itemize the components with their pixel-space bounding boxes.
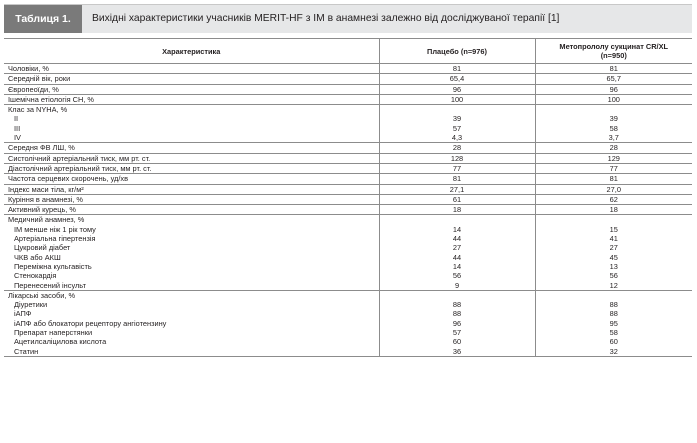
placebo-value: 57 (452, 123, 462, 133)
row-value-metoprolol (535, 84, 692, 94)
metoprolol-value (540, 291, 689, 300)
row-value-metoprolol (535, 205, 692, 215)
row-label: Чоловіки, % (8, 64, 49, 73)
table-row (4, 163, 692, 173)
row-value-placebo (379, 163, 535, 173)
row-characteristic (4, 84, 379, 94)
placebo-value: 44 (452, 234, 462, 244)
placebo-value (384, 105, 531, 114)
placebo-value: 96 (452, 318, 462, 328)
row-sublabel: Статин (14, 346, 39, 356)
metoprolol-value: 41 (609, 234, 618, 244)
table-row (4, 184, 692, 194)
row-sublabel: Цукровий діабет (14, 243, 71, 253)
row-value-metoprolol (535, 105, 692, 143)
placebo-value (384, 291, 531, 300)
row-characteristic (4, 215, 379, 290)
header-metoprolol (535, 39, 692, 64)
row-label: Індекс маси тіла, кг/м² (8, 184, 84, 194)
row-value-metoprolol (535, 153, 692, 163)
metoprolol-value: 88 (609, 300, 618, 310)
metoprolol-value (540, 215, 689, 224)
metoprolol-value: 81 (609, 64, 618, 73)
row-sublabel: ЧКВ або АКШ (14, 252, 61, 262)
table-header-row (4, 39, 692, 64)
row-value-metoprolol (535, 215, 692, 290)
header-metoprolol-line1: Метопрололу сукцинат CR/XL (559, 41, 669, 51)
header-placebo: Плацебо (n=976) (379, 39, 535, 64)
placebo-value: 61 (452, 194, 462, 204)
row-characteristic (4, 184, 379, 194)
placebo-value: 28 (452, 143, 462, 153)
row-sublabel: Переміжна кульгавість (14, 261, 92, 271)
metoprolol-value: 129 (607, 153, 620, 163)
placebo-value: 77 (452, 163, 462, 173)
row-sublabel: Діуретики (14, 300, 48, 310)
row-characteristic (4, 290, 379, 356)
header-metoprolol-line2: (n=950) (600, 51, 627, 60)
placebo-value: 9 (454, 280, 460, 290)
row-label: Активний курець, % (8, 205, 76, 215)
row-value-placebo (379, 84, 535, 94)
metoprolol-value: 45 (609, 252, 618, 262)
metoprolol-value: 88 (609, 309, 618, 319)
table-title: Вихідні характеристики учасників MERIT-HF з ІМ в анамнезі залежно від досліджуваної терапії [1] (92, 13, 560, 24)
row-value-placebo (379, 290, 535, 356)
row-label: Діастолічний артеріальний тиск, мм рт. ст. (8, 163, 152, 173)
metoprolol-value: 32 (609, 346, 618, 356)
row-value-metoprolol (535, 174, 692, 184)
placebo-value: 88 (452, 300, 462, 310)
table-row (4, 64, 692, 74)
row-label: Середня ФВ ЛШ, % (8, 143, 75, 153)
placebo-value: 27,1 (449, 184, 465, 194)
row-value-metoprolol (535, 290, 692, 356)
row-value-metoprolol (535, 74, 692, 84)
metoprolol-value: 13 (609, 261, 618, 271)
metoprolol-value: 95 (609, 318, 618, 328)
metoprolol-value: 56 (609, 271, 618, 281)
row-value-placebo (379, 105, 535, 143)
placebo-value: 14 (452, 224, 462, 234)
row-value-placebo (379, 153, 535, 163)
placebo-value: 27 (452, 243, 462, 253)
placebo-value (384, 215, 531, 224)
characteristics-table (4, 38, 692, 357)
metoprolol-value: 15 (609, 224, 618, 234)
row-value-placebo (379, 194, 535, 204)
row-sublabel: III (14, 123, 21, 133)
metoprolol-value: 65,7 (606, 74, 621, 84)
placebo-value: 4,3 (451, 133, 463, 143)
row-value-metoprolol (535, 184, 692, 194)
metoprolol-value: 27,0 (606, 184, 621, 194)
row-characteristic (4, 105, 379, 143)
row-sublabel: іАПФ (14, 309, 32, 319)
metoprolol-value: 62 (609, 194, 618, 204)
row-sublabel: IV (14, 133, 21, 143)
row-characteristic (4, 143, 379, 153)
row-label: Європеоїди, % (8, 84, 59, 94)
row-label: Клас за NYHA, % (8, 105, 68, 115)
row-value-placebo (379, 64, 535, 74)
row-sublabel: Стенокардія (14, 271, 57, 281)
table-row (4, 215, 692, 290)
row-characteristic (4, 163, 379, 173)
row-label: Лікарські засоби, % (8, 290, 76, 300)
row-label: Систолічний артеріальний тиск, мм рт. ст. (8, 153, 151, 163)
row-characteristic (4, 74, 379, 84)
placebo-value: 60 (452, 337, 462, 347)
row-value-metoprolol (535, 163, 692, 173)
row-value-metoprolol (535, 94, 692, 104)
row-value-metoprolol (535, 143, 692, 153)
placebo-value: 81 (452, 64, 462, 73)
row-value-placebo (379, 205, 535, 215)
metoprolol-value: 58 (609, 328, 618, 338)
placebo-value: 14 (452, 261, 462, 271)
metoprolol-value: 58 (609, 123, 618, 133)
metoprolol-value: 39 (609, 114, 618, 124)
row-characteristic (4, 205, 379, 215)
placebo-value: 96 (452, 84, 462, 94)
metoprolol-value: 60 (609, 337, 618, 347)
table-caption-bar (4, 4, 692, 33)
row-sublabel: Препарат наперстянки (14, 328, 93, 338)
row-value-placebo (379, 215, 535, 290)
table-number-tag: Таблиця 1. (4, 5, 82, 33)
table-row (4, 174, 692, 184)
metoprolol-value: 27 (609, 243, 618, 253)
metoprolol-value: 3,7 (608, 133, 619, 143)
row-characteristic (4, 94, 379, 104)
row-value-placebo (379, 174, 535, 184)
row-characteristic (4, 174, 379, 184)
placebo-value: 128 (450, 153, 464, 163)
row-characteristic (4, 153, 379, 163)
metoprolol-value: 12 (609, 280, 618, 290)
placebo-value: 65,4 (449, 74, 465, 84)
placebo-value: 57 (452, 328, 462, 338)
row-sublabel: ІМ менше ніж 1 рік тому (14, 224, 96, 234)
table-row (4, 153, 692, 163)
row-label: Куріння в анамнезі, % (8, 194, 83, 204)
placebo-value: 39 (452, 114, 462, 124)
row-label: Частота серцевих скорочень, уд/хв (8, 174, 129, 184)
row-sublabel: Ацетилсаліцилова кислота (14, 337, 107, 347)
placebo-value: 81 (452, 174, 462, 184)
row-label: Середній вік, роки (8, 74, 71, 84)
row-characteristic (4, 194, 379, 204)
metoprolol-value: 77 (609, 163, 618, 173)
placebo-value: 56 (452, 271, 462, 281)
row-label: Медичний анамнез, % (8, 215, 85, 225)
metoprolol-value: 100 (607, 94, 620, 104)
row-value-metoprolol (535, 194, 692, 204)
table-row (4, 205, 692, 215)
row-label: Ішемічна етіологія СН, % (8, 94, 95, 104)
row-value-placebo (379, 184, 535, 194)
table-row (4, 105, 692, 143)
placebo-value: 36 (452, 346, 462, 356)
placebo-value: 44 (452, 252, 462, 262)
metoprolol-value: 18 (609, 205, 618, 215)
row-value-placebo (379, 74, 535, 84)
header-characteristic: Характеристика (4, 39, 379, 64)
row-value-metoprolol (535, 64, 692, 74)
table-row (4, 290, 692, 356)
row-sublabel: II (14, 114, 19, 124)
table-row (4, 94, 692, 104)
metoprolol-value: 28 (609, 143, 618, 153)
placebo-value: 18 (452, 205, 462, 215)
placebo-value: 88 (452, 309, 462, 319)
row-sublabel: Артеріальна гіпертензія (14, 234, 96, 244)
metoprolol-value: 81 (609, 174, 618, 184)
row-sublabel: Перенесений інсульт (14, 280, 86, 290)
metoprolol-value (540, 105, 689, 114)
row-value-placebo (379, 143, 535, 153)
row-sublabel: іАПФ або блокатори рецептору ангіотензину (14, 318, 167, 328)
table-row (4, 74, 692, 84)
table-row (4, 143, 692, 153)
row-characteristic (4, 64, 379, 74)
metoprolol-value: 96 (609, 84, 618, 94)
table-row (4, 194, 692, 204)
table-row (4, 84, 692, 94)
placebo-value: 100 (450, 94, 464, 104)
row-value-placebo (379, 94, 535, 104)
